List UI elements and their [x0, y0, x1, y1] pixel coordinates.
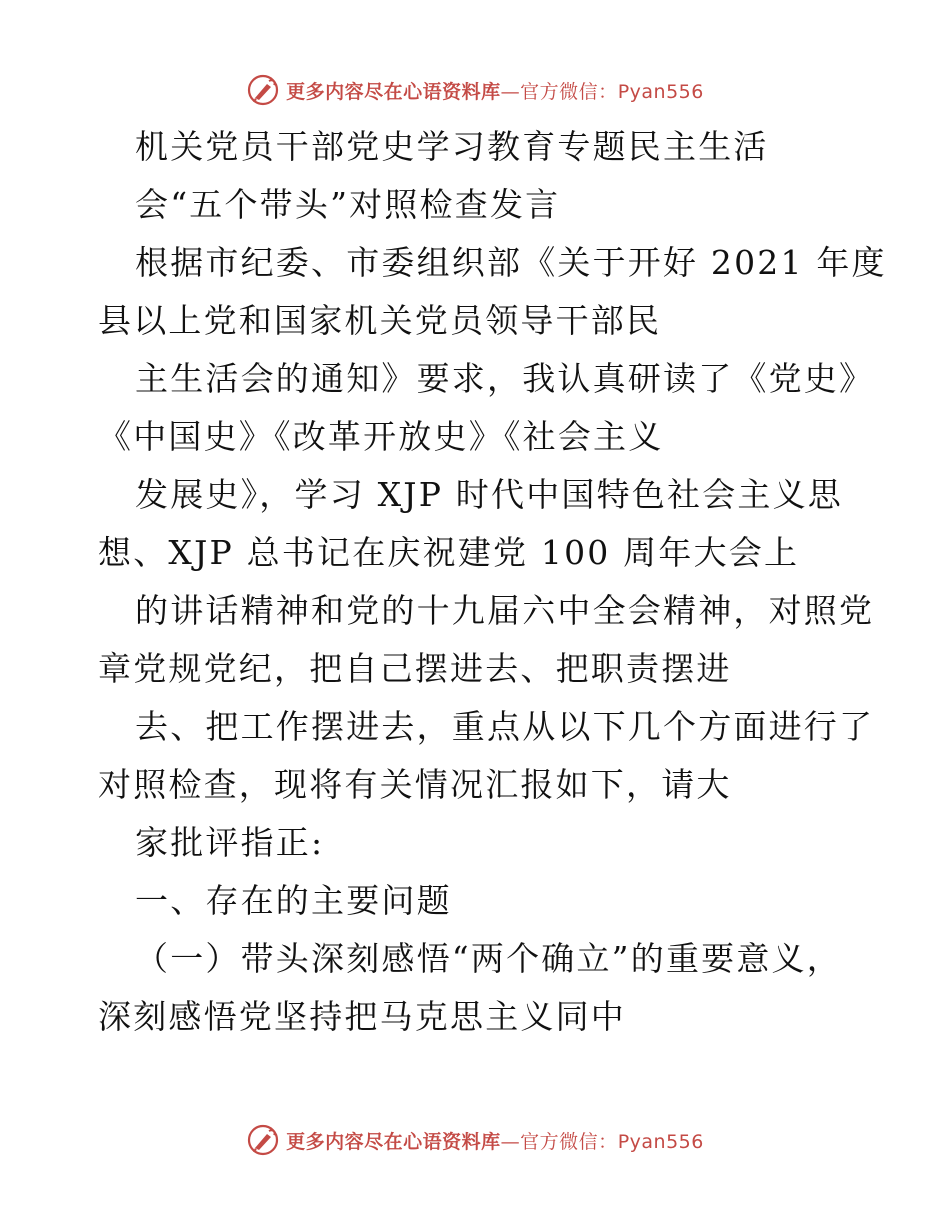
pen-logo-icon — [246, 1123, 280, 1157]
watermark-brand: 更多内容尽在心语资料库 — [286, 1130, 501, 1153]
pen-logo-icon — [246, 73, 280, 107]
title-line-1: 机关党员干部党史学习教育专题民主生活 — [135, 127, 769, 166]
watermark-id: Pyan556 — [617, 1130, 704, 1153]
title-line-2: 会“五个带头”对照检查发言 — [135, 185, 561, 224]
body-line: 主生活会的通知》要求，我认真研读了《党史》 — [135, 359, 875, 398]
body-line: 《中国史》《改革开放史》《社会主义 — [98, 417, 664, 456]
body-line: 章党规党纪，把自己摆进去、把职责摆进 — [98, 649, 732, 688]
watermark-text — [286, 77, 704, 104]
body-line: 家批评指正: — [135, 823, 325, 862]
watermark-mid: —官方微信： — [500, 1130, 618, 1153]
watermark-mid: —官方微信： — [500, 80, 618, 103]
watermark-footer — [0, 1120, 950, 1160]
body-line: 发展史》，学习 XJP 时代中国特色社会主义思 — [135, 475, 844, 514]
body-line: 对照检查，现将有关情况汇报如下，请大 — [98, 765, 732, 804]
body-line: 深刻感悟党坚持把马克思主义同中 — [98, 997, 626, 1036]
watermark-header — [0, 70, 950, 110]
body-line: 县以上党和国家机关党员领导干部民 — [98, 301, 662, 340]
body-line: 去、把工作摆进去，重点从以下几个方面进行了 — [135, 707, 875, 746]
body-line: 的讲话精神和党的十九届六中全会精神，对照党 — [135, 591, 875, 630]
body-line: 想、XJP 总书记在庆祝建党 100 周年大会上 — [98, 533, 800, 572]
watermark-text — [286, 1127, 704, 1154]
subsection-heading: （一）带头深刻感悟“两个确立”的重要意义， — [135, 939, 842, 978]
body-line: 根据市纪委、市委组织部《关于开好 2021 年度 — [135, 243, 887, 282]
section-heading: 一、存在的主要问题 — [135, 881, 452, 920]
watermark-id: Pyan556 — [617, 80, 704, 103]
watermark-brand: 更多内容尽在心语资料库 — [286, 80, 501, 103]
